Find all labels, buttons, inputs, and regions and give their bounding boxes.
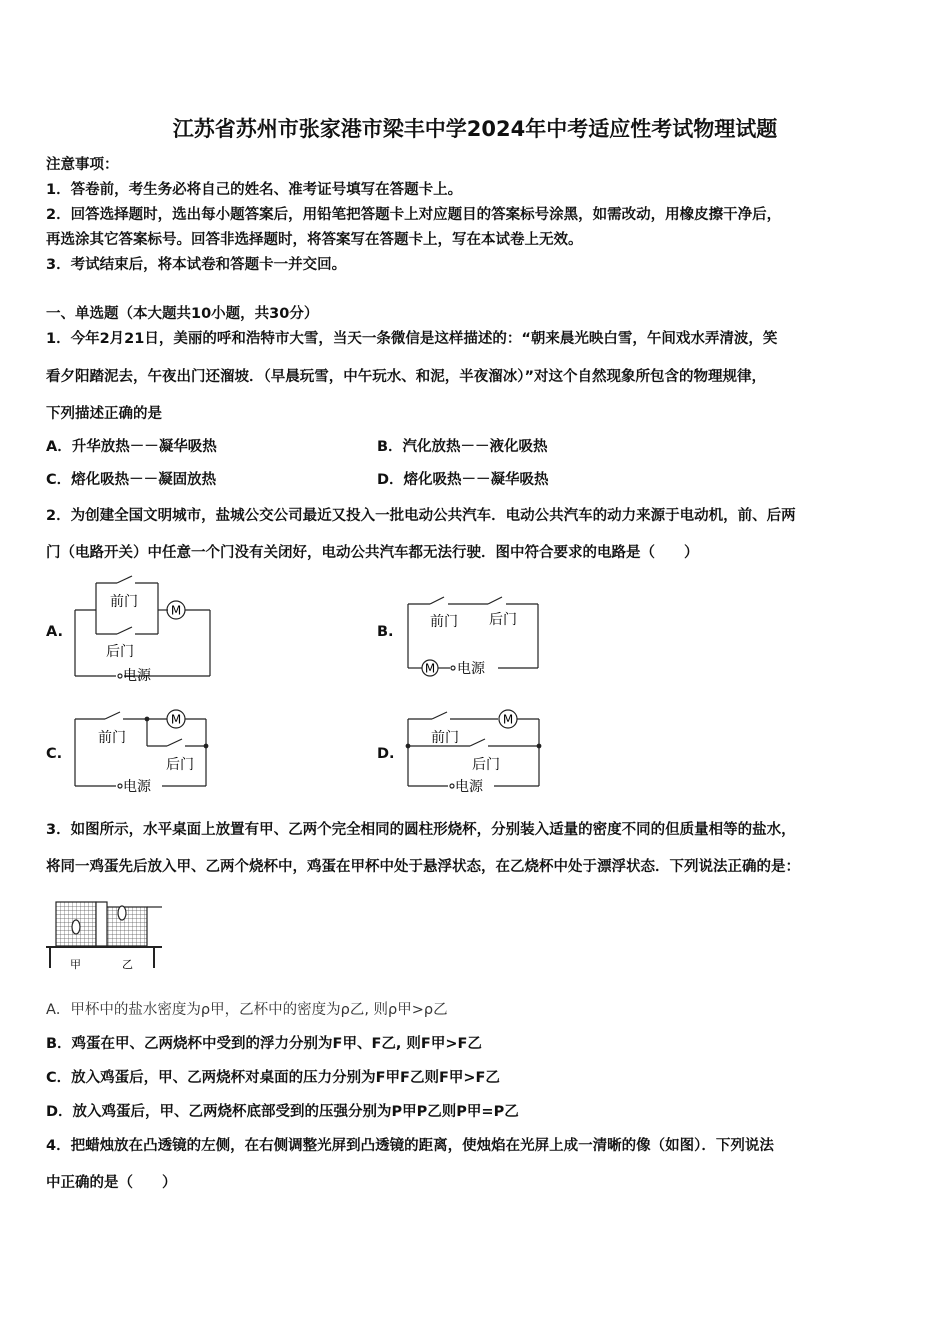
power-label: 电源 xyxy=(457,661,485,677)
q3-line-2: 将同一鸡蛋先后放入甲、乙两个烧杯中，鸡蛋在甲杯中处于悬浮状态，在乙烧杯中处于漂浮状态．下列说法正确的是： xyxy=(46,859,800,875)
q2-option-c-label: C. xyxy=(46,746,63,762)
notice-item-3: 3．考试结束后，将本试卷和答题卡一并交回。 xyxy=(46,257,347,273)
circuit-diagram-d xyxy=(402,706,552,798)
q2-line-1: 2．为创建全国文明城市，盐城公交公司最近又投入一批电动公共汽车．电动公共汽车的动力来源于电动机，前、后两 xyxy=(46,508,796,524)
q3-option-c: C．放入鸡蛋后，甲、乙两烧杯对桌面的压力分别为F甲F乙则F甲>F乙 xyxy=(46,1070,500,1086)
q1-line-1: 1．今年2月21日，美丽的呼和浩特市大雪，当天一条微信是这样描述的：“朝来晨光映白雪，午间戏水弄清波，笑 xyxy=(46,331,778,347)
notice-heading: 注意事项： xyxy=(46,157,119,173)
q1-option-d: D．熔化吸热－－凝华吸热 xyxy=(377,472,549,488)
circuit-diagram-b xyxy=(400,592,550,687)
q2-option-d-label: D. xyxy=(377,746,395,762)
q3-option-d: D．放入鸡蛋后，甲、乙两烧杯底部受到的压强分别为P甲P乙则P甲=P乙 xyxy=(46,1104,519,1120)
back-door-label: 后门 xyxy=(489,612,517,628)
back-door-label: 后门 xyxy=(472,757,500,773)
page-title: 江苏省苏州市张家港市梁丰中学2024年中考适应性考试物理试题 xyxy=(172,117,778,141)
motor-label: M xyxy=(170,603,182,618)
q1-option-b: B．汽化放热－－液化吸热 xyxy=(377,439,548,455)
front-door-label: 前门 xyxy=(110,594,138,610)
beakers-figure xyxy=(44,894,169,976)
q4-line-2: 中正确的是（ ） xyxy=(46,1175,177,1191)
circuit-diagram-a xyxy=(70,570,220,685)
q1-line-3: 下列描述正确的是 xyxy=(46,406,162,422)
motor-label: M xyxy=(424,661,436,676)
q2-option-a-label: A. xyxy=(46,624,63,640)
front-door-label: 前门 xyxy=(430,614,458,630)
back-door-label: 后门 xyxy=(166,757,194,773)
q1-option-a: A．升华放热－－凝华吸热 xyxy=(46,439,217,455)
section-heading: 一、单选题（本大题共10小题，共30分） xyxy=(46,306,319,322)
q3-line-1: 3．如图所示，水平桌面上放置有甲、乙两个完全相同的圆柱形烧杯，分别装入适量的密度不同的但质量相等的盐水， xyxy=(46,822,796,838)
power-label: 电源 xyxy=(123,779,151,795)
front-door-label: 前门 xyxy=(431,730,459,746)
q1-line-2: 看夕阳踏泥去，午夜出门还溜坡．（早晨玩雪，中午玩水、和泥，半夜溜冰）”对这个自然现象所包含的物理规律， xyxy=(46,369,767,385)
q1-option-c: C．熔化吸热－－凝固放热 xyxy=(46,472,217,488)
q4-line-1: 4．把蜡烛放在凸透镜的左侧，在右侧调整光屏到凸透镜的距离，使烛焰在光屏上成一清晰的像（如图）．下列说法 xyxy=(46,1138,774,1154)
power-label: 电源 xyxy=(455,779,483,795)
q3-option-b: B．鸡蛋在甲、乙两烧杯中受到的浮力分别为F甲、F乙, 则F甲>F乙 xyxy=(46,1036,482,1052)
beaker-yi-label: 乙 xyxy=(122,958,133,971)
circuit-diagram-c xyxy=(70,706,220,798)
power-label: 电源 xyxy=(123,668,151,684)
notice-item-2-cont: 再选涂其它答案标号。回答非选择题时，将答案写在答题卡上，写在本试卷上无效。 xyxy=(46,232,583,248)
q3-option-a: A．甲杯中的盐水密度为ρ甲，乙杯中的密度为ρ乙, 则ρ甲>ρ乙 xyxy=(46,1002,448,1018)
back-door-label: 后门 xyxy=(106,644,134,660)
q2-option-b-label: B. xyxy=(377,624,394,640)
motor-label: M xyxy=(502,712,514,727)
notice-item-1: 1．答卷前，考生务必将自己的姓名、准考证号填写在答题卡上。 xyxy=(46,182,463,198)
beaker-jia-label: 甲 xyxy=(70,958,81,971)
notice-item-2: 2．回答选择题时，选出每小题答案后，用铅笔把答题卡上对应题目的答案标号涂黑，如需改动，用橡皮擦干净后， xyxy=(46,207,782,223)
motor-label: M xyxy=(170,712,182,727)
q2-line-2: 门（电路开关）中任意一个门没有关闭好，电动公共汽车都无法行驶．图中符合要求的电路是（ ） xyxy=(46,545,699,561)
front-door-label: 前门 xyxy=(98,730,126,746)
